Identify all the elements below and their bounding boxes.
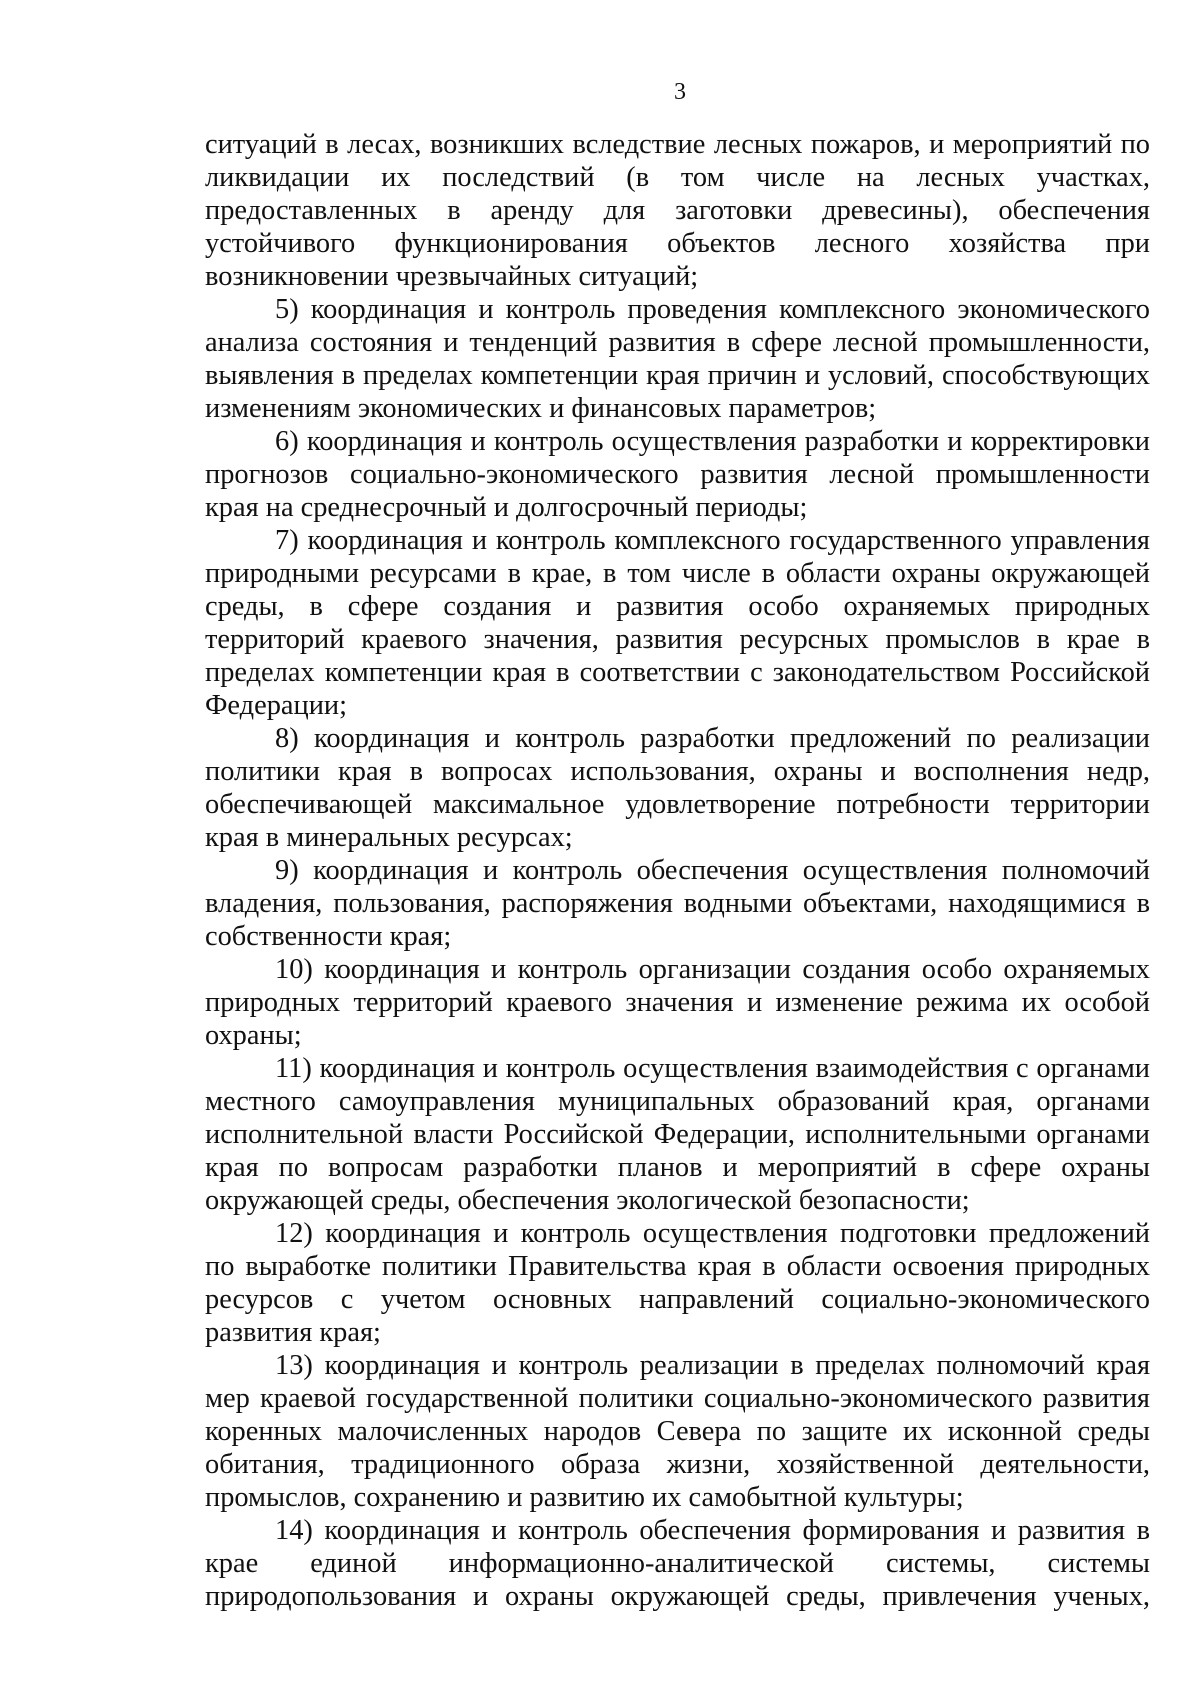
- text-line: возникновении чрезвычайных ситуаций;: [205, 261, 699, 292]
- text-line: ситуаций в лесах, возникших вследствие лесных пожаров, и мероприятий по: [205, 129, 1150, 160]
- text-line: выявления в пределах компетенции края причин и условий, способствующих: [205, 360, 1150, 391]
- text-line: территорий краевого значения, развития ресурсных промыслов в крае в: [205, 624, 1150, 655]
- text-line: 9) координация и контроль обеспечения осуществления полномочий: [275, 855, 1150, 886]
- text-line: промыслов, сохранению и развитию их самобытной культуры;: [205, 1482, 964, 1513]
- text-line: мер краевой государственной политики социально-экономического развития: [205, 1383, 1150, 1414]
- text-line: природными ресурсами в крае, в том числе в области охраны окружающей: [205, 558, 1150, 589]
- text-line: коренных малочисленных народов Севера по защите их исконной среды: [205, 1416, 1150, 1447]
- text-line: политики края в вопросах использования, охраны и восполнения недр,: [205, 756, 1150, 787]
- text-line: охраны;: [205, 1020, 302, 1051]
- text-line: 7) координация и контроль комплексного государственного управления: [275, 525, 1150, 556]
- text-line: природных территорий краевого значения и изменение режима их особой: [205, 987, 1150, 1018]
- text-line: обеспечивающей максимальное удовлетворение потребности территории: [205, 789, 1150, 820]
- text-line: 11) координация и контроль осуществления взаимодействия с органами: [275, 1053, 1150, 1084]
- text-line: пределах компетенции края в соответствии с законодательством Российской: [205, 657, 1150, 688]
- text-line: развития края;: [205, 1317, 381, 1348]
- text-line: края в минеральных ресурсах;: [205, 822, 573, 853]
- text-line: исполнительной власти Российской Федерации, исполнительными органами: [205, 1119, 1150, 1150]
- text-line: окружающей среды, обеспечения экологической безопасности;: [205, 1185, 970, 1216]
- text-line: 8) координация и контроль разработки предложений по реализации: [275, 723, 1150, 754]
- text-line: ликвидации их последствий (в том числе на лесных участках,: [205, 162, 1150, 193]
- text-line: анализа состояния и тенденций развития в сфере лесной промышленности,: [205, 327, 1150, 358]
- text-line: края по вопросам разработки планов и мероприятий в сфере охраны: [205, 1152, 1150, 1183]
- document-body: [205, 128, 1150, 1613]
- text-line: 14) координация и контроль обеспечения формирования и развития в: [275, 1515, 1150, 1546]
- text-line: собственности края;: [205, 921, 452, 952]
- text-line: обитания, традиционного образа жизни, хозяйственной деятельности,: [205, 1449, 1150, 1480]
- text-line: ресурсов с учетом основных направлений социально-экономического: [205, 1284, 1150, 1315]
- text-line: устойчивого функционирования объектов лесного хозяйства при: [205, 228, 1150, 259]
- text-line: крае единой информационно-аналитической системы, системы: [205, 1548, 1150, 1579]
- text-line: среды, в сфере создания и развития особо охраняемых природных: [205, 591, 1150, 622]
- text-line: 6) координация и контроль осуществления разработки и корректировки: [275, 426, 1150, 457]
- text-line: местного самоуправления муниципальных образований края, органами: [205, 1086, 1150, 1117]
- text-line: 12) координация и контроль осуществления подготовки предложений: [275, 1218, 1150, 1249]
- text-line: края на среднесрочный и долгосрочный периоды;: [205, 492, 808, 523]
- text-line: изменениям экономических и финансовых параметров;: [205, 393, 877, 424]
- text-line: прогнозов социально-экономического развития лесной промышленности: [205, 459, 1150, 490]
- page-number: 3: [674, 79, 686, 105]
- text-line: 5) координация и контроль проведения комплексного экономического: [275, 294, 1150, 325]
- text-line: 13) координация и контроль реализации в пределах полномочий края: [275, 1350, 1150, 1381]
- text-line: Федерации;: [205, 690, 347, 721]
- text-line: 10) координация и контроль организации создания особо охраняемых: [275, 954, 1150, 985]
- text-line: предоставленных в аренду для заготовки древесины), обеспечения: [205, 195, 1150, 226]
- text-line: природопользования и охраны окружающей среды, привлечения ученых,: [205, 1581, 1150, 1612]
- text-line: по выработке политики Правительства края в области освоения природных: [205, 1251, 1150, 1282]
- text-line: владения, пользования, распоряжения водными объектами, находящимися в: [205, 888, 1150, 919]
